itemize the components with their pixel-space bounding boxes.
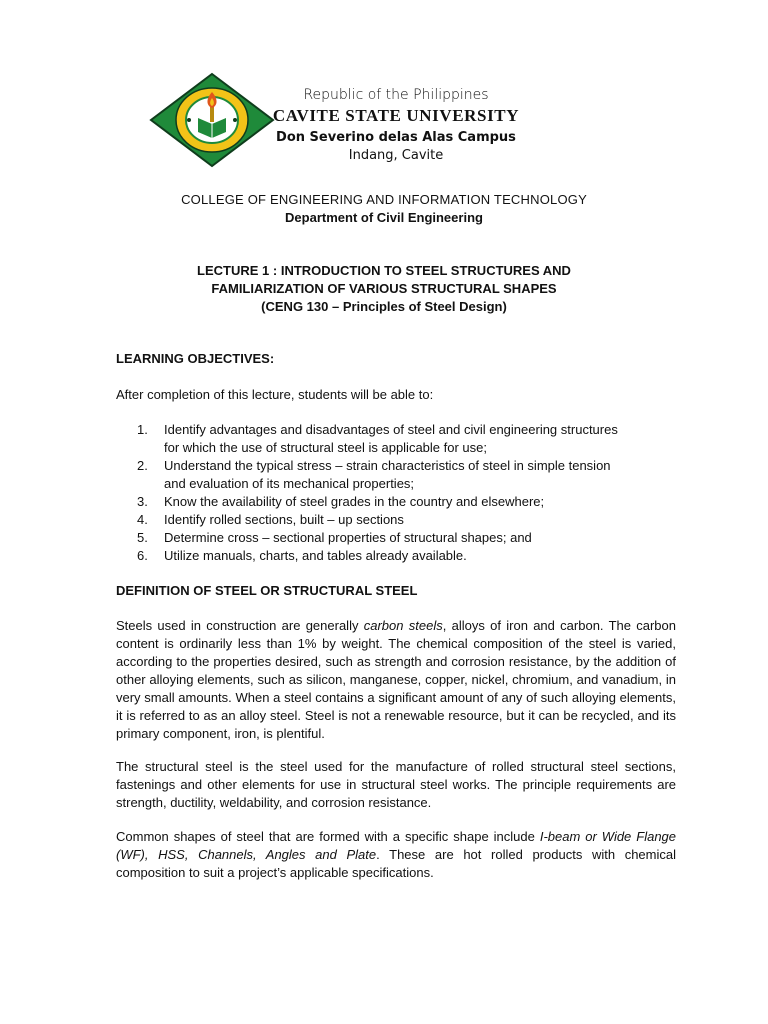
department-name: Department of Civil Engineering (285, 210, 483, 225)
list-item (116, 511, 676, 529)
lecture-course-line: (CENG 130 – Principles of Steel Design) (261, 299, 507, 314)
objectives-heading: LEARNING OBJECTIVES: (116, 351, 275, 366)
definition-paragraph-3 (116, 828, 676, 882)
list-item (116, 529, 676, 547)
definition-heading: DEFINITION OF STEEL OR STRUCTURAL STEEL (116, 583, 418, 598)
definition-paragraph-2: The structural steel is the steel used for the manufacture of rolled structural steel sections, fastenings and other elements for use in structural steel works. The principle requirements are strength, ductility, weldability, and corrosion resistance. (116, 759, 676, 810)
college-name: COLLEGE OF ENGINEERING AND INFORMATION TECHNOLOGY (181, 192, 587, 207)
list-item-text: Identify rolled sections, built – up sections (164, 512, 404, 527)
campus-name: Don Severino delas Alas Campus (276, 130, 516, 145)
list-item-continuation: for which the use of structural steel is applicable for use; (164, 440, 487, 455)
lecture-title-line-1: LECTURE 1 : INTRODUCTION TO STEEL STRUCTURES AND (197, 263, 571, 278)
paragraph-text: . These are hot rolled products with chemical composition to suit a project’s applicable specifications. (116, 847, 676, 880)
list-item-number: 6. (137, 548, 148, 563)
list-item-continuation: and evaluation of its mechanical properties; (164, 476, 415, 491)
emphasis-text: carbon steels (363, 618, 443, 633)
campus-location: Indang, Cavite (348, 148, 444, 163)
paragraph-text: Common shapes of steel that are formed with a specific shape include (116, 829, 540, 844)
list-item-text: Determine cross – sectional properties of structural shapes; and (164, 530, 532, 545)
list-item-number: 3. (137, 494, 148, 509)
paragraph-text: , alloys of iron and carbon. The carbon content is ordinarily less than 1% by weight. The chemical composition of the steel is varied, according to the properties desired, such as strength and corrosion resistance, by the addition of other alloying elements, such as silicon, manganese, copper, nickel, chromium, and vanadium, in very small amounts. When a steel contains a significant amount of any of such alloying elements, it is referred to as an alloy steel. Steel is not a renewable resource, but it can be recycled, and its primary component, iron, is plentiful. (116, 618, 676, 741)
list-item-number: 2. (137, 458, 148, 473)
list-item (116, 547, 676, 565)
objectives-list (116, 421, 676, 565)
list-item-text: Identify advantages and disadvantages of steel and civil engineering structures (164, 422, 618, 437)
list-item-number: 5. (137, 530, 148, 545)
definition-paragraph-1 (116, 617, 676, 743)
paragraph-text: Steels used in construction are generally (116, 618, 364, 633)
emphasis-text: I-beam or Wide Flange (WF), HSS, Channels, Angles and Plate (116, 829, 677, 862)
list-item-text: Know the availability of steel grades in the country and elsewhere; (164, 494, 545, 509)
republic-line: Republic of the Philippines (303, 87, 489, 103)
objectives-intro: After completion of this lecture, students will be able to: (116, 387, 434, 402)
lecture-title-line-2: FAMILIARIZATION OF VARIOUS STRUCTURAL SHAPES (211, 281, 557, 296)
university-seal-icon (149, 72, 275, 168)
list-item (116, 421, 676, 457)
list-item-number: 1. (137, 422, 148, 437)
list-item (116, 457, 676, 493)
university-name: CAVITE STATE UNIVERSITY (272, 106, 520, 125)
list-item (116, 493, 676, 511)
list-item-text: Understand the typical stress – strain characteristics of steel in simple tension (164, 458, 611, 473)
list-item-number: 4. (137, 512, 148, 527)
list-item-text: Utilize manuals, charts, and tables already available. (164, 548, 467, 563)
